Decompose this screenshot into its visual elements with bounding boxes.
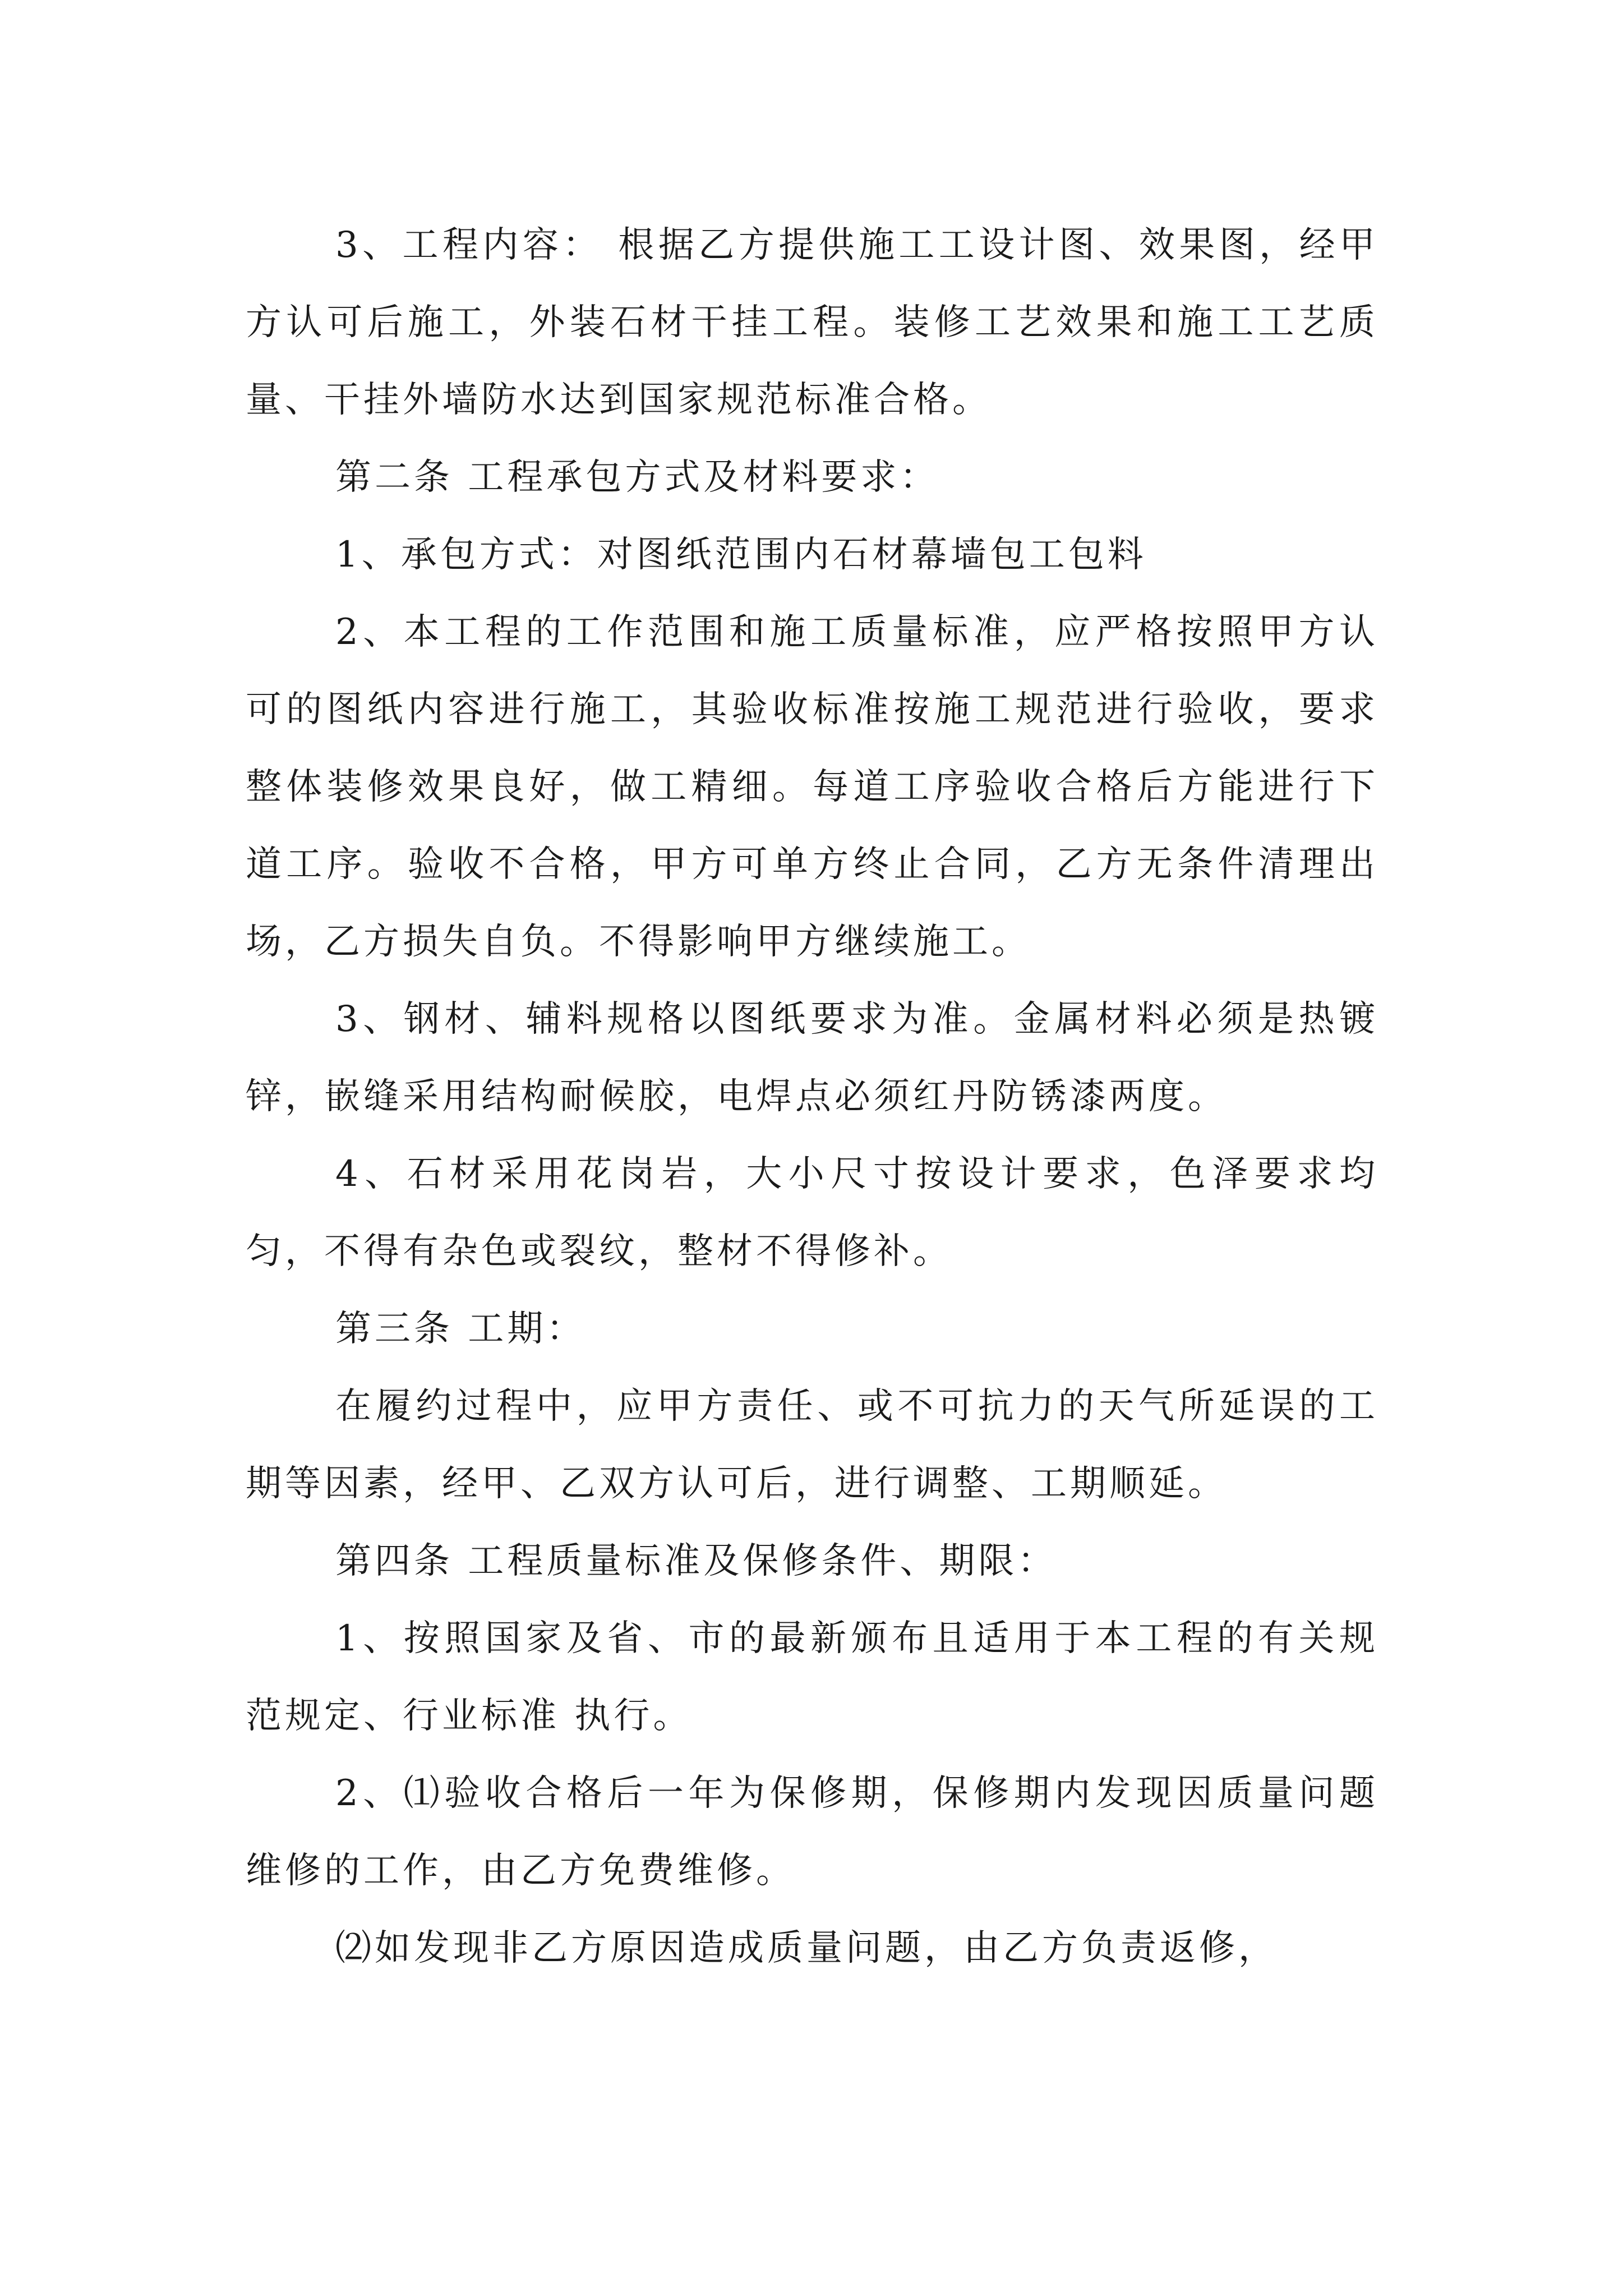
heading-article-2: 第二条 工程承包方式及材料要求： [335,457,939,498]
paragraph-standards: 1、按照国家及省、市的最新颁布且适用于本工程的有关规范规定、行业标准 执行。 [246,1618,1378,1737]
paragraph-steel-materials: 3、钢材、辅料规格以图纸要求为准。金属材料必须是热镀锌，嵌缝采用结构耐候胶，电焊点必须红丹防锈漆两度。 [246,999,1378,1117]
heading-article-3: 第三条 工期： [335,1308,586,1350]
paragraph-scope-quality: 2、本工程的工作范围和施工质量标准，应严格按照甲方认可的图纸内容进行施工，其验收标准按施工规范进行验收，要求整体装修效果良好，做工精细。每道工序验收合格后方能进行下道工序。验收不合格，甲方可单方终止合同，乙方无条件清理出场，乙方损失自负。不得影响甲方继续施工。 [246,611,1378,963]
paragraph-contract-method: 1、承包方式：对图纸范围内石材幕墙包工包料 [335,534,1147,576]
paragraph-schedule: 在履约过程中，应甲方责任、或不可抗力的天气所延误的工期等因素，经甲、乙双方认可后，进行调整、工期顺延。 [246,1386,1378,1504]
heading-article-4: 第四条 工程质量标准及保修条件、期限： [335,1540,1057,1582]
document-body [246,206,1378,1987]
paragraph-warranty: 2、⑴验收合格后一年为保修期，保修期内发现因质量问题维修的工作，由乙方免费维修。 [246,1773,1378,1892]
paragraph-stone-materials: 4、石材采用花岗岩，大小尺寸按设计要求，色泽要求均匀，不得有杂色或裂纹，整材不得修补。 [246,1153,1378,1272]
paragraph-engineering-content: 3、工程内容： 根据乙方提供施工工设计图、效果图，经甲方认可后施工，外装石材干挂工程。装修工艺效果和施工工艺质量、干挂外墙防水达到国家规范标准合格。 [246,224,1378,421]
paragraph-repair: ⑵如发现非乙方原因造成质量问题，由乙方负责返修， [335,1927,1278,1969]
